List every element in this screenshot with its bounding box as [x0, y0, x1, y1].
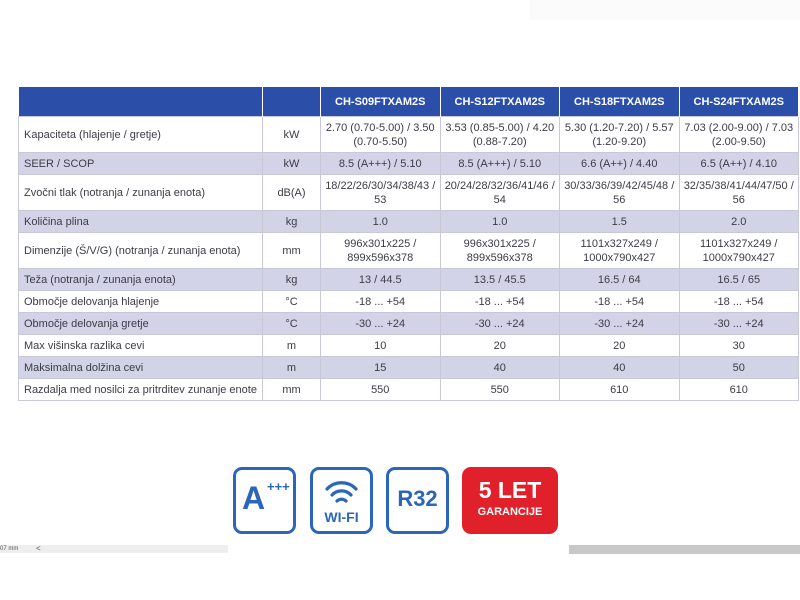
row-label: Max višinska razlika cevi [19, 335, 263, 357]
table-row [19, 233, 799, 269]
row-value: -30 ... +24 [440, 313, 560, 335]
row-unit: kg [263, 211, 321, 233]
header-model-1: CH-S09FTXAM2S [321, 87, 441, 117]
row-label: Območje delovanja hlajenje [19, 291, 263, 313]
row-unit: kW [263, 153, 321, 175]
row-value: 32/35/38/41/44/47/50 / 56 [679, 175, 799, 211]
row-value: 6.6 (A++) / 4.40 [560, 153, 680, 175]
table-header-row [19, 87, 799, 117]
warranty-years: 5 LET [478, 477, 542, 503]
row-value: 15 [321, 357, 441, 379]
row-unit: °C [263, 291, 321, 313]
row-unit: dB(A) [263, 175, 321, 211]
row-value: 18/22/26/30/34/38/43 / 53 [321, 175, 441, 211]
row-value: 550 [321, 379, 441, 401]
status-bar [0, 545, 800, 555]
specs-table [18, 87, 799, 401]
row-label: Dimenzije (Š/V/G) (notranja / zunanja enota) [19, 233, 263, 269]
table-row [19, 379, 799, 401]
row-value: 20 [440, 335, 560, 357]
energy-class-letter: A [242, 480, 266, 516]
table-row [19, 313, 799, 335]
dimension-readout: 07 mm [0, 546, 19, 552]
row-label: Maksimalna dolžina cevi [19, 357, 263, 379]
row-unit: kg [263, 269, 321, 291]
row-value: 2.0 [679, 211, 799, 233]
row-label: Količina plina [19, 211, 263, 233]
row-value: 30/33/36/39/42/45/48 / 56 [560, 175, 680, 211]
warranty-label: GARANCIJE [477, 506, 543, 518]
row-value: -30 ... +24 [679, 313, 799, 335]
row-value: 1.5 [560, 211, 680, 233]
row-unit: m [263, 357, 321, 379]
table-row [19, 117, 799, 153]
row-value: -18 ... +54 [679, 291, 799, 313]
row-value: 1.0 [440, 211, 560, 233]
header-unit-cell [263, 87, 321, 117]
row-label: Območje delovanja gretje [19, 313, 263, 335]
row-value: 3.53 (0.85-5.00) / 4.20 (0.88-7.20) [440, 117, 560, 153]
row-value: 20/24/28/32/36/41/46 / 54 [440, 175, 560, 211]
row-value: -18 ... +54 [560, 291, 680, 313]
row-value: 610 [560, 379, 680, 401]
warranty-badge [462, 467, 558, 534]
wifi-badge [310, 467, 373, 534]
row-value: 1101x327x249 / 1000x790x427 [560, 233, 680, 269]
energy-class-badge [233, 467, 296, 534]
row-value: 13.5 / 45.5 [440, 269, 560, 291]
row-value: 16.5 / 65 [679, 269, 799, 291]
row-value: 20 [560, 335, 680, 357]
row-value: 8.5 (A+++) / 5.10 [440, 153, 560, 175]
header-model-4: CH-S24FTXAM2S [679, 87, 799, 117]
row-label: Teža (notranja / zunanja enota) [19, 269, 263, 291]
refrigerant-label: R32 [397, 486, 438, 511]
row-value: 2.70 (0.70-5.00) / 3.50 (0.70-5.50) [321, 117, 441, 153]
row-value: 40 [560, 357, 680, 379]
row-value: 996x301x225 / 899x596x378 [321, 233, 441, 269]
table-row [19, 153, 799, 175]
row-value: -30 ... +24 [560, 313, 680, 335]
header-label-cell [19, 87, 263, 117]
table-row [19, 291, 799, 313]
row-value: 8.5 (A+++) / 5.10 [321, 153, 441, 175]
row-value: 7.03 (2.00-9.00) / 7.03 (2.00-9.50) [679, 117, 799, 153]
wifi-label: WI-FI [324, 509, 359, 525]
row-value: 16.5 / 64 [560, 269, 680, 291]
row-label: Zvočni tlak (notranja / zunanja enota) [19, 175, 263, 211]
header-model-2: CH-S12FTXAM2S [440, 87, 560, 117]
table-row [19, 175, 799, 211]
row-value: 610 [679, 379, 799, 401]
header-model-3: CH-S18FTXAM2S [560, 87, 680, 117]
table-row [19, 335, 799, 357]
row-label: SEER / SCOP [19, 153, 263, 175]
table-row [19, 211, 799, 233]
row-label: Kapaciteta (hlajenje / gretje) [19, 117, 263, 153]
row-value: 30 [679, 335, 799, 357]
energy-class-plus: +++ [267, 479, 290, 494]
row-value: 50 [679, 357, 799, 379]
refrigerant-badge [386, 467, 449, 534]
row-value: 1.0 [321, 211, 441, 233]
scroll-left-arrow[interactable]: < [36, 544, 41, 553]
row-unit: mm [263, 233, 321, 269]
wifi-icon [324, 476, 359, 508]
horizontal-scrollbar[interactable] [569, 545, 800, 554]
row-value: 1101x327x249 / 1000x790x427 [679, 233, 799, 269]
row-label: Razdalja med nosilci za pritrditev zunanje enote [19, 379, 263, 401]
row-value: -18 ... +54 [440, 291, 560, 313]
row-value: 6.5 (A++) / 4.10 [679, 153, 799, 175]
table-row [19, 269, 799, 291]
row-unit: m [263, 335, 321, 357]
row-value: 996x301x225 / 899x596x378 [440, 233, 560, 269]
table-row [19, 357, 799, 379]
row-value: 10 [321, 335, 441, 357]
row-unit: °C [263, 313, 321, 335]
row-value: 13 / 44.5 [321, 269, 441, 291]
row-unit: mm [263, 379, 321, 401]
row-value: 550 [440, 379, 560, 401]
row-value: -30 ... +24 [321, 313, 441, 335]
row-unit: kW [263, 117, 321, 153]
top-background-fragment [530, 0, 800, 20]
row-value: 40 [440, 357, 560, 379]
row-value: 5.30 (1.20-7.20) / 5.57 (1.20-9.20) [560, 117, 680, 153]
row-value: -18 ... +54 [321, 291, 441, 313]
status-bar-left [0, 545, 228, 553]
